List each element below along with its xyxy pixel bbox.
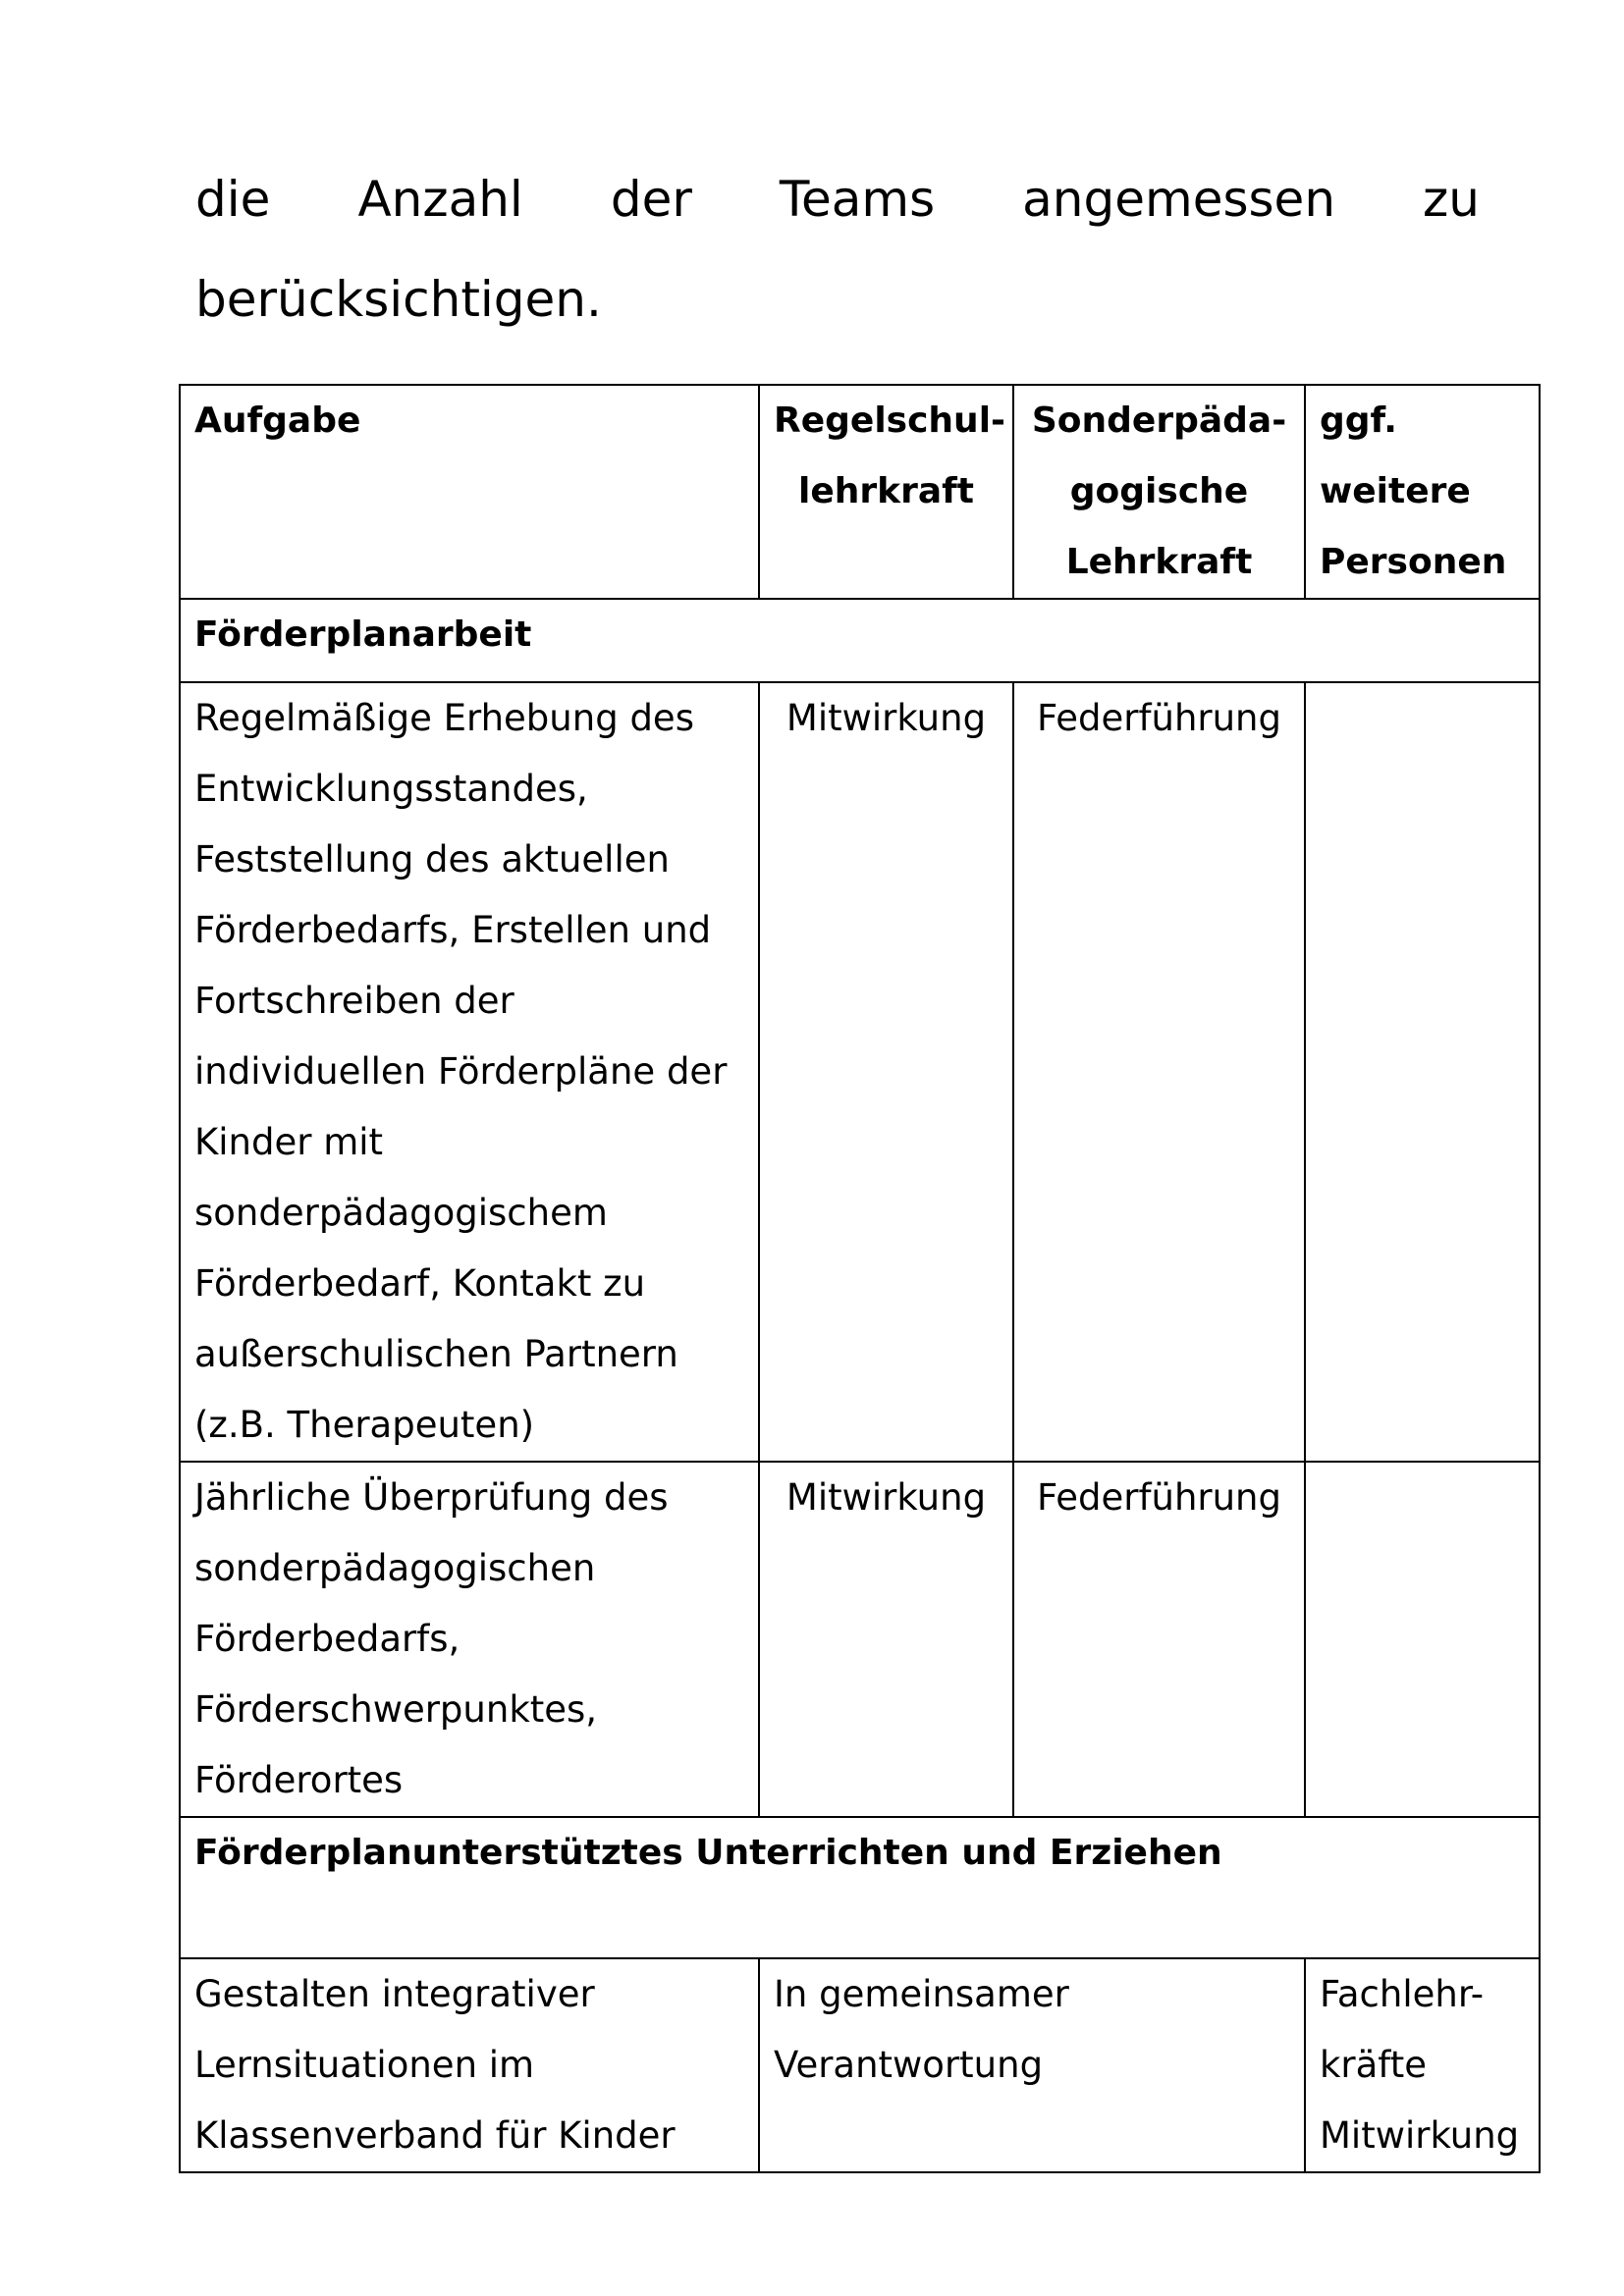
cell-regular-teacher: Mitwirkung [759, 1462, 1013, 1817]
table-row [180, 1462, 1540, 1817]
intro-word: angemessen [1022, 171, 1336, 228]
cell-other-persons [1305, 1462, 1540, 1817]
section-row [180, 1817, 1540, 1958]
header-task: Aufgabe [180, 385, 759, 599]
header-regular-teacher: Regelschul- lehrkraft [759, 385, 1013, 599]
cell-task: Jährliche Überprüfung des sonderpädagogischen Förderbedarfs, Förderschwerpunktes, Förderortes [180, 1462, 759, 1817]
header-other-persons: ggf. weitere Personen [1305, 385, 1540, 599]
cell-task: Regelmäßige Erhebung des Entwicklungsstandes, Feststellung des aktuellen Förderbedarfs, Erstellen und Fortschreiben der individuellen Förderpläne der Kinder mit sonderpädagogischem Förderbedarf, Kontakt zu außerschulischen Partnern (z.B. Therapeuten) [180, 682, 759, 1462]
intro-word: Anzahl [357, 171, 523, 228]
table-row [180, 682, 1540, 1462]
task-distribution-table [179, 384, 1541, 2173]
intro-line-2: berücksichtigen. [195, 271, 602, 328]
table-header-row [180, 385, 1540, 599]
intro-line-1 [195, 149, 1480, 249]
intro-word: die [195, 171, 271, 228]
cell-shared-responsibility: In gemeinsamer Verantwortung [759, 1958, 1305, 2172]
section-row [180, 599, 1540, 682]
section-title: Förderplanarbeit [180, 599, 1540, 682]
cell-special-teacher: Federführung [1013, 682, 1305, 1462]
cell-special-teacher: Federführung [1013, 1462, 1305, 1817]
table-row [180, 1958, 1540, 2172]
intro-word: der [610, 171, 692, 228]
intro-word: zu [1423, 171, 1480, 228]
cell-regular-teacher: Mitwirkung [759, 682, 1013, 1462]
intro-word: Teams [779, 171, 936, 228]
cell-other-persons: Fachlehr- kräfte Mitwirkung [1305, 1958, 1540, 2172]
section-title: Förderplanunterstütztes Unterrichten und Erziehen [180, 1817, 1540, 1958]
cell-task: Gestalten integrativer Lernsituationen im Klassenverband für Kinder [180, 1958, 759, 2172]
cell-other-persons [1305, 682, 1540, 1462]
intro-paragraph [195, 149, 1480, 349]
header-special-teacher: Sonderpäda- gogische Lehrkraft [1013, 385, 1305, 599]
